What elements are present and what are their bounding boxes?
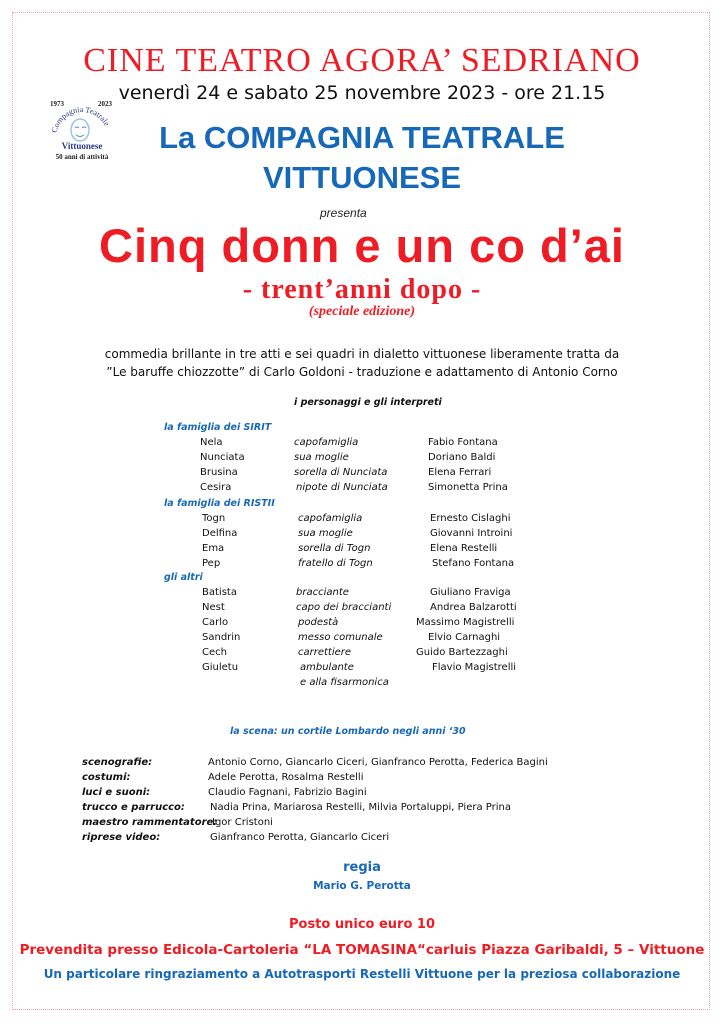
scene-description: la scena: un cortile Lombardo negli anni ‘30 xyxy=(230,726,466,737)
character-role: sorella di Nunciata xyxy=(294,467,388,478)
character-role: carrettiere xyxy=(298,647,352,658)
play-title: Cinq donn e un co d’ai xyxy=(99,219,625,272)
group-label-altri: gli altri xyxy=(164,572,203,583)
actor-name: Elena Restelli xyxy=(430,543,498,554)
logo-years-label: 50 anni di attività xyxy=(55,153,109,161)
regia-label: regia xyxy=(343,860,381,875)
character-role: messo comunale xyxy=(298,632,383,643)
character-name: Nunciata xyxy=(200,452,245,463)
credit-value: Nadia Prina, Mariarosa Restelli, Milvia Portaluppi, Piera Prina xyxy=(210,802,511,813)
credit-label: maestro rammentatore: xyxy=(82,817,218,828)
actor-name: Fabio Fontana xyxy=(428,437,498,448)
character-role: capo dei braccianti xyxy=(296,602,392,613)
credit-label: luci e suoni: xyxy=(82,787,151,798)
character-role: ambulante xyxy=(300,662,354,673)
credit-label: scenografie: xyxy=(82,757,153,768)
company-line-1: La COMPAGNIA TEATRALE xyxy=(159,120,565,155)
director-name: Mario G. Perotta xyxy=(313,880,411,892)
credit-value: Gianfranco Perotta, Giancarlo Ciceri xyxy=(210,832,390,843)
character-name: Nest xyxy=(202,602,225,613)
credit-value: Antonio Corno, Giancarlo Ciceri, Gianfranco Perotta, Federica Bagini xyxy=(208,757,548,768)
actor-name: Elena Ferrari xyxy=(428,467,492,478)
credit-label: costumi: xyxy=(82,772,131,783)
actor-name: Giovanni Introini xyxy=(430,528,513,539)
logo-name: Vittuonese xyxy=(61,141,103,151)
description-line-2: ”Le baruffe chiozzotte” di Carlo Goldoni - traduzione e adattamento di Antonio Corno xyxy=(106,365,618,379)
actor-name: Flavio Magistrelli xyxy=(432,662,517,673)
logo-year-start: 1973 xyxy=(50,100,64,108)
character-role: capofamiglia xyxy=(298,513,363,524)
character-role: sua moglie xyxy=(294,452,349,463)
character-role: nipote di Nunciata xyxy=(296,482,388,493)
presenta-label: presenta xyxy=(320,206,367,220)
cast-heading: i personaggi e gli interpreti xyxy=(294,397,442,408)
actor-name: Simonetta Prina xyxy=(428,482,508,493)
play-description xyxy=(0,345,724,381)
character-role: bracciante xyxy=(296,587,349,598)
event-dates: venerdì 24 e sabato 25 novembre 2023 - ore 21.15 xyxy=(118,82,606,104)
group-label-sirit: la famiglia dei SIRIT xyxy=(164,422,272,433)
character-name: Carlo xyxy=(202,617,229,628)
character-name: Togn xyxy=(202,513,226,524)
character-name: Cech xyxy=(202,647,227,658)
credit-value: Adele Perotta, Rosalma Restelli xyxy=(208,772,364,783)
character-name: Pep xyxy=(202,558,221,569)
ticket-price: Posto unico euro 10 xyxy=(288,917,436,932)
actor-name: Massimo Magistrelli xyxy=(416,617,515,628)
actor-name: Giuliano Fraviga xyxy=(430,587,511,598)
actor-name: Guido Bartezzaghi xyxy=(416,647,508,658)
character-role: capofamiglia xyxy=(294,437,359,448)
actor-name: Stefano Fontana xyxy=(432,558,515,569)
character-name: Sandrin xyxy=(202,632,241,643)
character-role: sua moglie xyxy=(298,528,353,539)
character-role: podestà xyxy=(298,617,339,628)
character-role: e alla fisarmonica xyxy=(300,677,389,688)
character-role: sorella di Togn xyxy=(298,543,371,554)
logo-year-end: 2023 xyxy=(98,100,112,108)
company-name xyxy=(0,118,724,198)
presale-info: Prevendita presso Edicola-Cartoleria “LA TOMASINA“carluis Piazza Garibaldi, 5 – Vittuone xyxy=(19,942,705,958)
actor-name: Andrea Balzarotti xyxy=(430,602,517,613)
play-subtitle: - trent’anni dopo - xyxy=(242,274,482,305)
credit-label: riprese video: xyxy=(82,832,161,843)
character-name: Delfina xyxy=(202,528,238,539)
credit-value: Igor Cristoni xyxy=(212,817,273,828)
character-name: Cesira xyxy=(200,482,232,493)
thanks-note: Un particolare ringraziamento a Autotrasporti Restelli Vittuone per la preziosa collaborazione xyxy=(43,967,681,981)
logo-arc-text: Compagnia Teatrale xyxy=(49,104,112,134)
character-name: Batista xyxy=(202,587,237,598)
character-name: Ema xyxy=(202,543,225,554)
edition-note: (speciale edizione) xyxy=(308,304,416,319)
character-name: Giuletu xyxy=(202,662,239,673)
credit-value: Claudio Fagnani, Fabrizio Bagini xyxy=(208,787,367,798)
actor-name: Ernesto Cislaghi xyxy=(430,513,511,524)
character-name: Nela xyxy=(200,437,223,448)
actor-name: Doriano Baldi xyxy=(428,452,496,463)
venue-title: CINE TEATRO AGORA’ SEDRIANO xyxy=(83,42,641,79)
group-label-ristii: la famiglia dei RISTII xyxy=(164,498,275,509)
character-name: Brusina xyxy=(200,467,238,478)
actor-name: Elvio Carnaghi xyxy=(428,632,501,643)
company-line-2: VITTUONESE xyxy=(262,160,462,195)
credit-label: trucco e parrucco: xyxy=(82,802,185,813)
character-role: fratello di Togn xyxy=(298,558,373,569)
description-line-1: commedia brillante in tre atti e sei quadri in dialetto vittuonese liberamente tratta da xyxy=(104,347,620,361)
